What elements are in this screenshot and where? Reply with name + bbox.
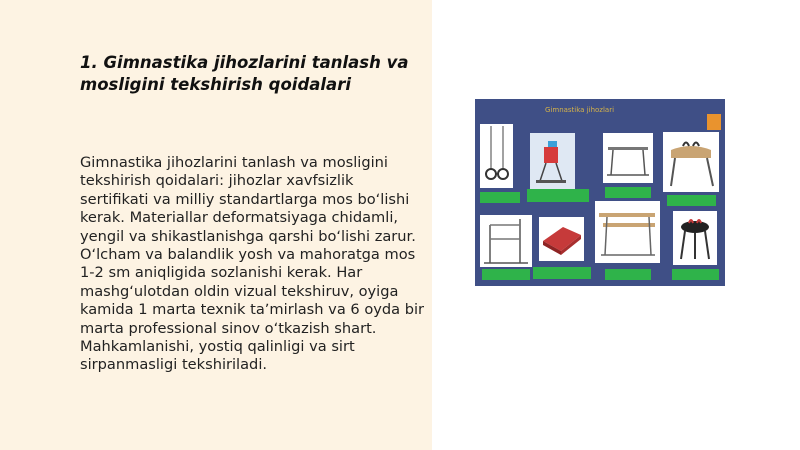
- gym-mat-caption: [533, 267, 591, 279]
- uneven-bars-image: [480, 215, 532, 267]
- rings-caption: [480, 192, 520, 203]
- pommel-horse-caption: [667, 195, 716, 206]
- uneven-bars-caption: [482, 269, 530, 280]
- gym-mat-image: [539, 217, 584, 261]
- pommel-horse-image: [663, 132, 719, 192]
- vault-springboard-image: [530, 133, 575, 189]
- parallel-bars-caption: [605, 187, 651, 198]
- gymnastics-equipment-image: [475, 99, 725, 286]
- slide-title: 1. Gimnastika jihozlarini tanlash va mosligini tekshirish qoidalari: [80, 53, 409, 94]
- pommel-trainer-image: [673, 211, 717, 265]
- slide-body-text: Gimnastika jihozlarini tanlash va mosligini tekshirish qoidalari: jihozlar xavfsizlik sertifikati va milliy standartlarga mos boʻlishi kerak. Materiallar deformatsiyaga chidamli, yengil va shikastlanishga qarshi boʻlishi zarur. Oʻlcham va balandlik yosh va mahoratga mos 1-2 sm aniqligida sozlanishi kerak. Har mashgʻulotdan oldin vizual tekshiruv, oyiga kamida 1 marta texnik taʼmirlash va 6 oyda bir marta professional sinov oʻtkazish shart. Mahkamlanishi, yostiq qalinligi va sirt sirpanmasligi tekshiriladi.: [80, 154, 425, 374]
- rings-image: [480, 124, 513, 188]
- vault-caption: [527, 189, 589, 202]
- pommel-trainer-caption: [672, 269, 719, 280]
- image-title: Gimnastika jihozlari: [545, 106, 615, 114]
- balance-beam-caption: [605, 269, 651, 280]
- balance-beam-image: [595, 201, 660, 263]
- parallel-bars-image: [603, 133, 653, 183]
- image-accent-tab: [707, 114, 721, 130]
